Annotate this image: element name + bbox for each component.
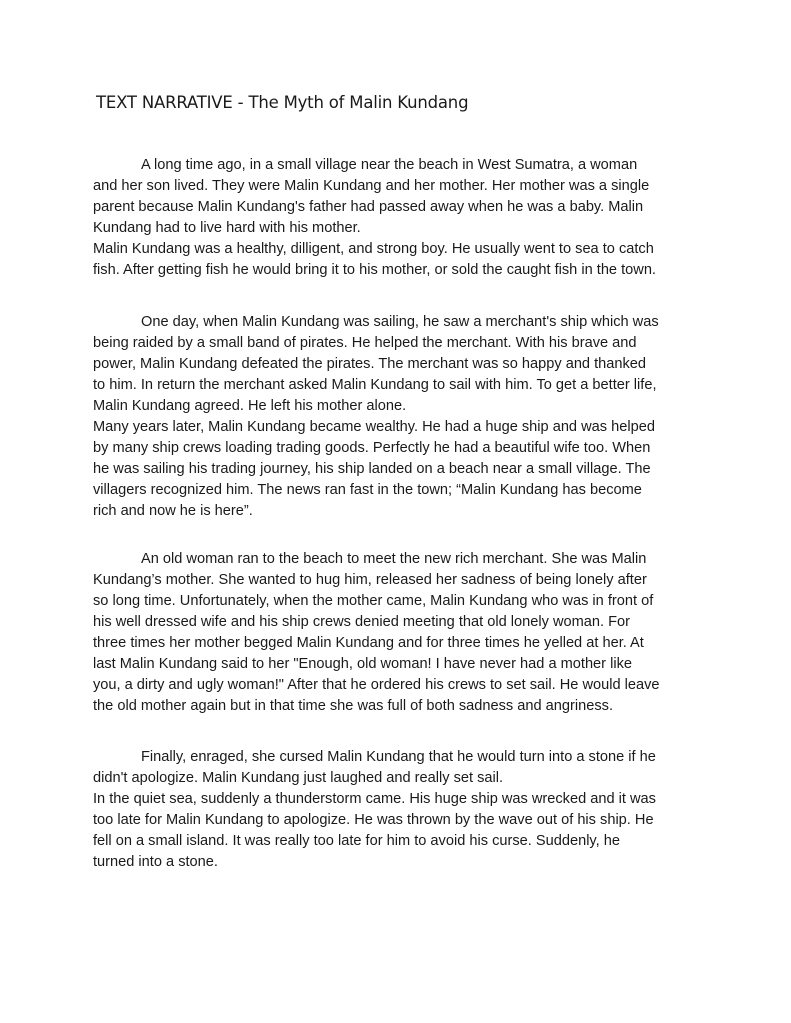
- text-line: the old mother again but in that time she was full of both sadness and angriness.: [93, 698, 614, 714]
- text-line: power, Malin Kundang defeated the pirates. The merchant was so happy and thanked: [93, 356, 647, 372]
- paragraph-1: [93, 155, 703, 281]
- text-line: his well dressed wife and his ship crews denied meeting that old lonely woman. For: [93, 614, 630, 630]
- text-line: he was sailing his trading journey, his ship landed on a beach near a small village. The: [93, 461, 651, 477]
- text-line: so long time. Unfortunately, when the mother came, Malin Kundang who was in front of: [93, 593, 654, 609]
- paragraph-3: [93, 549, 703, 717]
- text-line: and her son lived. They were Malin Kundang and her mother. Her mother was a single: [93, 178, 650, 194]
- paragraph-4: [93, 747, 703, 873]
- text-line: too late for Malin Kundang to apologize. He was thrown by the wave out of his ship. He: [93, 812, 654, 828]
- text-line: A long time ago, in a small village near the beach in West Sumatra, a woman: [141, 157, 638, 173]
- text-line: fish. After getting fish he would bring it to his mother, or sold the caught fish in the town.: [93, 262, 656, 278]
- text-line: parent because Malin Kundang's father had passed away when he was a baby. Malin: [93, 199, 644, 215]
- document-title: TEXT NARRATIVE - The Myth of Malin Kundang: [96, 93, 469, 112]
- text-line: by many ship crews loading trading goods. Perfectly he had a beautiful wife too. When: [93, 440, 651, 456]
- text-line: Malin Kundang agreed. He left his mother alone.: [93, 398, 407, 414]
- text-line: you, a dirty and ugly woman!" After that he ordered his crews to set sail. He would leave: [93, 677, 660, 693]
- text-line: In the quiet sea, suddenly a thunderstorm came. His huge ship was wrecked and it was: [93, 791, 656, 807]
- text-line: being raided by a small band of pirates. He helped the merchant. With his brave and: [93, 335, 637, 351]
- text-line: fell on a small island. It was really too late for him to avoid his curse. Suddenly, he: [93, 833, 620, 849]
- text-line: An old woman ran to the beach to meet the new rich merchant. She was Malin: [141, 551, 647, 567]
- text-line: Finally, enraged, she cursed Malin Kundang that he would turn into a stone if he: [141, 749, 656, 765]
- text-line: One day, when Malin Kundang was sailing, he saw a merchant's ship which was: [141, 314, 659, 330]
- text-line: turned into a stone.: [93, 854, 218, 870]
- paragraph-2: [93, 312, 703, 522]
- text-line: rich and now he is here”.: [93, 503, 253, 519]
- text-line: villagers recognized him. The news ran fast in the town; “Malin Kundang has become: [93, 482, 642, 498]
- text-line: three times her mother begged Malin Kundang and for three times he yelled at her. At: [93, 635, 644, 651]
- text-line: Malin Kundang was a healthy, dilligent, and strong boy. He usually went to sea to catch: [93, 241, 654, 257]
- text-line: Many years later, Malin Kundang became wealthy. He had a huge ship and was helped: [93, 419, 655, 435]
- text-line: to him. In return the merchant asked Malin Kundang to sail with him. To get a better life,: [93, 377, 657, 393]
- text-line: last Malin Kundang said to her "Enough, old woman! I have never had a mother like: [93, 656, 632, 672]
- text-line: Kundang had to live hard with his mother.: [93, 220, 361, 236]
- text-line: didn't apologize. Malin Kundang just laughed and really set sail.: [93, 770, 504, 786]
- text-line: Kundang’s mother. She wanted to hug him, released her sadness of being lonely after: [93, 572, 647, 588]
